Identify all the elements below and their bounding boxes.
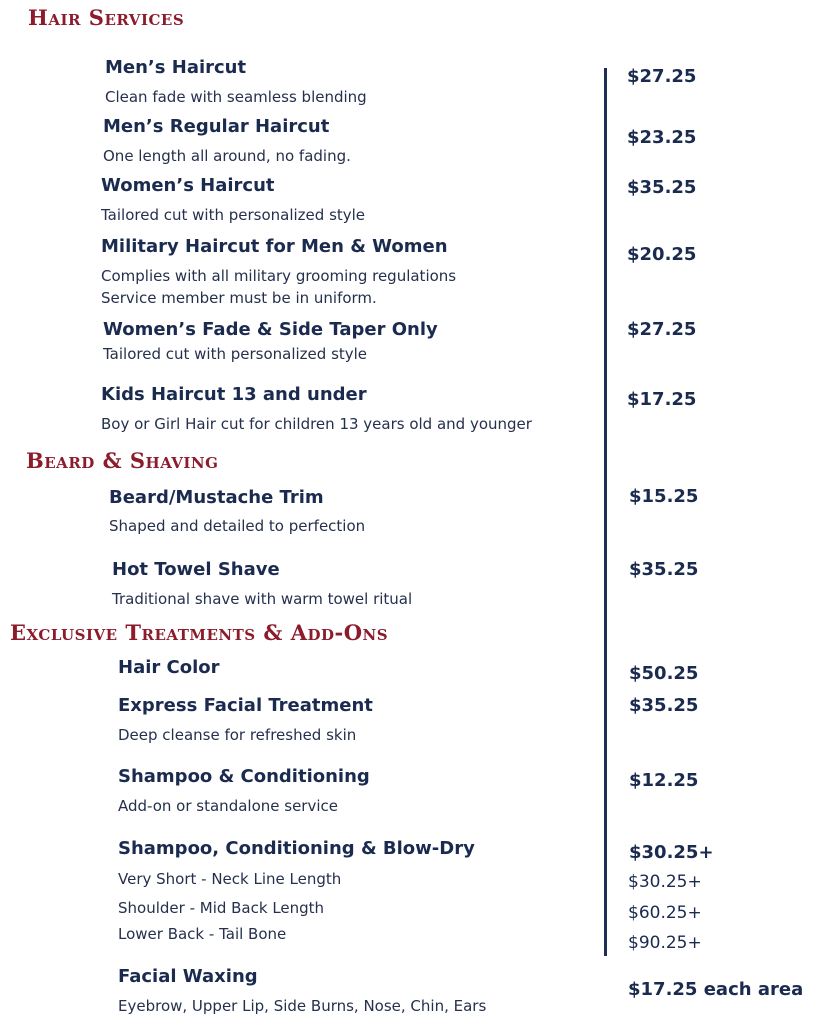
service-price: $15.25 <box>629 486 699 507</box>
service-price: $17.25 <box>627 389 697 410</box>
length-option-label: Shoulder - Mid Back Length <box>118 899 325 917</box>
service-description: Eyebrow, Upper Lip, Side Burns, Nose, Chin, Ears <box>118 997 487 1015</box>
service-name: Military Haircut for Men & Women <box>101 236 448 257</box>
section-title-hair-services: Hair Services <box>28 5 185 30</box>
length-option-price: $60.25+ <box>628 903 702 923</box>
service-name: Men’s Haircut <box>105 57 247 78</box>
service-description: Deep cleanse for refreshed skin <box>118 726 357 744</box>
service-name: Hair Color <box>118 657 220 678</box>
service-name: Men’s Regular Haircut <box>103 116 330 137</box>
service-description: Traditional shave with warm towel ritual <box>112 590 413 608</box>
service-description: Clean fade with seamless blending <box>105 88 367 106</box>
service-price: $50.25 <box>629 663 699 684</box>
service-description: Boy or Girl Hair cut for children 13 years old and younger <box>101 415 532 433</box>
service-description: Complies with all military grooming regulations <box>101 267 457 285</box>
service-name: Women’s Haircut <box>101 175 275 196</box>
service-name: Kids Haircut 13 and under <box>101 384 367 405</box>
service-description: Tailored cut with personalized style <box>103 345 368 363</box>
service-description: Add-on or standalone service <box>118 797 338 815</box>
service-price: $35.25 <box>627 177 697 198</box>
service-name: Hot Towel Shave <box>112 559 280 580</box>
service-description: Tailored cut with personalized style <box>101 206 366 224</box>
service-description: Service member must be in uniform. <box>101 289 377 307</box>
service-price: $17.25 each area <box>628 979 804 1000</box>
service-description: One length all around, no fading. <box>103 147 351 165</box>
service-price: $12.25 <box>629 770 699 791</box>
length-option-price: $90.25+ <box>628 933 702 953</box>
service-name: Facial Waxing <box>118 966 258 987</box>
price-column-divider <box>604 68 607 956</box>
service-price: $35.25 <box>629 695 699 716</box>
service-name: Shampoo, Conditioning & Blow-Dry <box>118 838 475 859</box>
length-option-price: $30.25+ <box>628 872 702 892</box>
service-name: Express Facial Treatment <box>118 695 373 716</box>
service-description: Shaped and detailed to perfection <box>109 517 366 535</box>
service-price: $23.25 <box>627 127 697 148</box>
service-name: Women’s Fade & Side Taper Only <box>103 319 438 340</box>
service-name: Shampoo & Conditioning <box>118 766 370 787</box>
service-price: $27.25 <box>627 319 697 340</box>
service-name: Beard/Mustache Trim <box>109 487 324 508</box>
section-title-exclusive-treatments: Exclusive Treatments & Add-Ons <box>10 620 389 645</box>
section-title-beard-shaving: Beard & Shaving <box>26 448 219 473</box>
service-price: $27.25 <box>627 66 697 87</box>
service-price: $20.25 <box>627 244 697 265</box>
length-option-label: Very Short - Neck Line Length <box>118 870 342 888</box>
service-price: $35.25 <box>629 559 699 580</box>
service-price: $30.25+ <box>629 842 714 863</box>
length-option-label: Lower Back - Tail Bone <box>118 925 287 943</box>
